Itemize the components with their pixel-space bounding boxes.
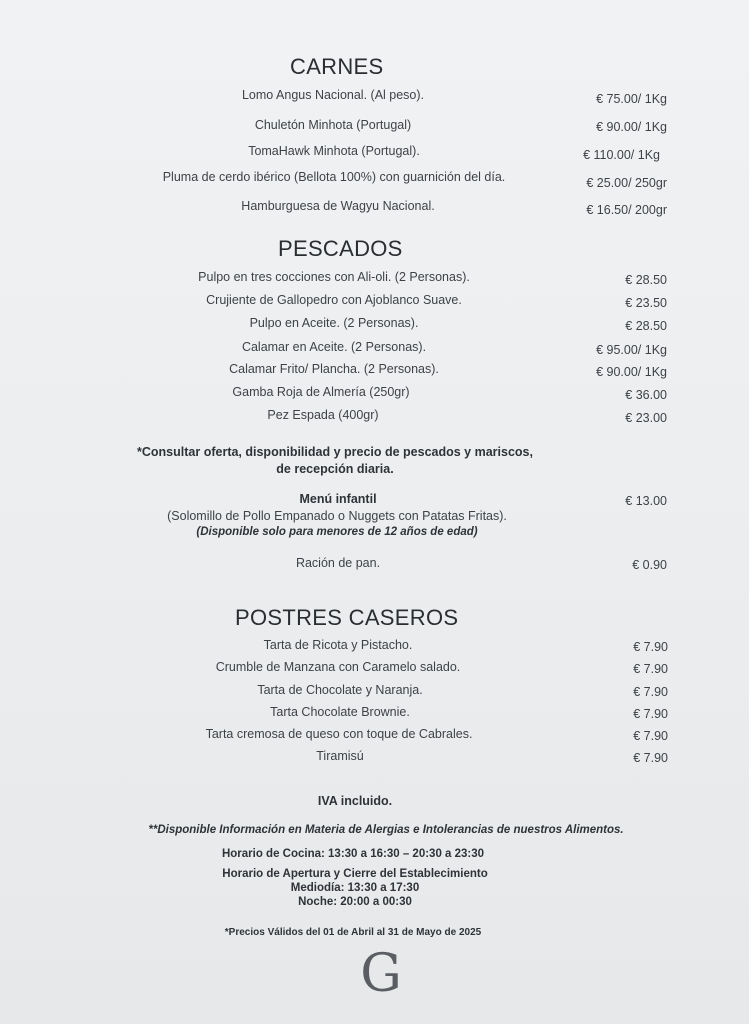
menu-item-name: Crujiente de Gallopedro con Ajoblanco Suave.	[206, 293, 462, 307]
menu-item-price: € 95.00/ 1Kg	[596, 343, 667, 357]
menu-item-name: Tiramisú	[316, 749, 364, 763]
menu-item-price: € 7.90	[633, 685, 668, 699]
menu-item-name: Pez Espada (400gr)	[267, 408, 379, 422]
menu-item-name: Pulpo en Aceite. (2 Personas).	[249, 316, 419, 330]
menu-item-price: € 23.50	[625, 296, 667, 310]
horario-mediodia: Mediodía: 13:30 a 17:30	[290, 882, 420, 894]
precios-validos: *Precios Válidos del 01 de Abril al 31 de Mayo de 2025	[224, 927, 482, 938]
menu-item-name: Calamar Frito/ Plancha. (2 Personas).	[229, 362, 439, 376]
iva-note: IVA incluido.	[317, 794, 393, 808]
menu-item-name: Calamar en Aceite. (2 Personas).	[241, 340, 427, 354]
infantil-age-note: (Disponible solo para menores de 12 años de edad)	[196, 526, 478, 538]
restaurant-logo: G	[360, 944, 402, 1004]
menu-item-name: TomaHawk Minhota (Portugal).	[248, 144, 420, 158]
menu-item-price: € 7.90	[633, 729, 668, 743]
menu-item-name: Lomo Angus Nacional. (Al peso).	[241, 88, 425, 102]
horario-apertura	[222, 867, 487, 909]
menu-item-name: Tarta de Ricota y Pistacho.	[263, 638, 413, 652]
menu-item-name: Pluma de cerdo ibérico (Bellota 100%) con guarnición del día.	[162, 170, 506, 184]
menu-item-name: Tarta de Chocolate y Naranja.	[257, 683, 423, 697]
menu-item-name: Tarta cremosa de queso con toque de Cabrales.	[205, 727, 473, 741]
menu-item-name: Hamburguesa de Wagyu Nacional.	[241, 199, 435, 213]
menu-item-price: € 25.00/ 250gr	[586, 176, 667, 190]
menu-item-price: € 28.50	[625, 319, 667, 333]
menu-item-price: € 7.90	[633, 662, 668, 676]
menu-item-price: € 28.50	[625, 273, 667, 287]
section-title-carnes: CARNES	[290, 54, 384, 79]
horario-cocina: Horario de Cocina: 13:30 a 16:30 – 20:30 a 23:30	[221, 848, 485, 860]
consultar-note	[137, 444, 533, 478]
menu-item-price: € 7.90	[633, 707, 668, 721]
menu-item-price: € 16.50/ 200gr	[586, 203, 667, 217]
menu-item-price: € 23.00	[625, 411, 667, 425]
menu-item-name: Chuletón Minhota (Portugal)	[254, 118, 412, 132]
consultar-line-2: de recepción diaria.	[276, 462, 394, 476]
section-title-postres: POSTRES CASEROS	[235, 605, 459, 630]
infantil-title: Menú infantil	[299, 492, 377, 506]
infantil-price: € 13.00	[625, 494, 667, 508]
menu-item-price: € 110.00/ 1Kg	[583, 148, 660, 162]
pan-item-name: Ración de pan.	[295, 556, 381, 570]
pan-item-price: € 0.90	[632, 558, 667, 572]
menu-item-name: Tarta Chocolate Brownie.	[270, 705, 410, 719]
menu-item-name: Pulpo en tres cocciones con Ali-oli. (2 Personas).	[198, 270, 470, 284]
menu-item-price: € 7.90	[633, 751, 668, 765]
menu-item-name: Crumble de Manzana con Caramelo salado.	[215, 660, 461, 674]
consultar-line-1: *Consultar oferta, disponibilidad y precio de pescados y mariscos,	[137, 445, 533, 459]
section-title-pescados: PESCADOS	[278, 236, 403, 261]
menu-item-price: € 90.00/ 1Kg	[596, 120, 667, 134]
horario-apertura-title: Horario de Apertura y Cierre del Establecimiento	[222, 868, 488, 880]
horario-noche: Noche: 20:00 a 00:30	[298, 896, 412, 908]
menu-item-name: Gamba Roja de Almería (250gr)	[232, 385, 410, 399]
menu-item-price: € 36.00	[625, 388, 667, 402]
menu-item-price: € 75.00/ 1Kg	[596, 92, 667, 106]
infantil-description: (Solomillo de Pollo Empanado o Nuggets con Patatas Fritas).	[167, 509, 507, 523]
menu-item-price: € 7.90	[633, 640, 668, 654]
alergias-note: **Disponible Información en Materia de Alergias e Intolerancias de nuestros Alimentos.	[148, 824, 624, 836]
menu-item-price: € 90.00/ 1Kg	[596, 365, 667, 379]
